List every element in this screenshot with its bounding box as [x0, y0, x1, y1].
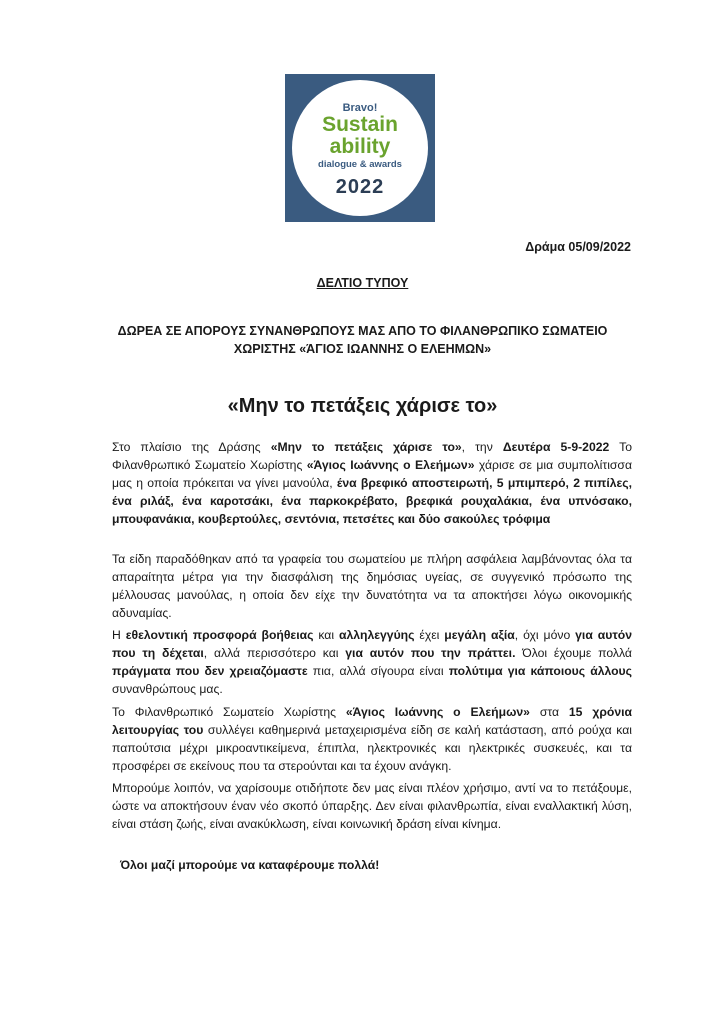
logo-year: 2022 [335, 176, 385, 198]
p3-text: Όλοι έχουμε πολλά [515, 646, 632, 660]
p1-bold: «Άγιος Ιωάννης ο Ελεήμων» [306, 458, 475, 472]
p3-text: συνανθρώπους μας. [112, 682, 223, 696]
p3-text: πια, αλλά σίγουρα είναι [307, 664, 449, 678]
p3-text: Η [112, 628, 126, 642]
p3-text: και [313, 628, 339, 642]
p3-bold: αλληλεγγύης [338, 628, 415, 642]
p3-bold: για αυτόν που τη δέχεται [112, 628, 632, 660]
p3-bold: για αυτόν που την πράττει. [345, 646, 516, 660]
headline-line-2: ΧΩΡΙΣΤΗΣ «ΆΓΙΟΣ ΙΩΑΝΝΗΣ Ο ΕΛΕΗΜΩΝ» [233, 342, 492, 356]
p4-bold: 15 χρόνια λειτουργίας του [112, 705, 632, 737]
paragraph-2: Τα είδη παραδόθηκαν από τα γραφεία του σωματείου με πλήρη ασφάλεια λαμβάνοντας όλα τα απαραίτητα μέτρα για την διασφάλιση της δημόσιας υγείας, σε συγγενικό πρόσωπο της μέλλουσας μανούλας, η οποία δεν είχε την δυνατότητα να τα αποκτήσει λόγω οικονομικής αδυναμίας. [112, 552, 632, 620]
paragraph-1 [112, 438, 632, 528]
closing-statement: Όλοι μαζί μπορούμε να καταφέρουμε πολλά! [120, 858, 380, 872]
logo-line2: ability [329, 135, 391, 158]
document-title: «Μην το πετάξεις χάρισε το» [227, 395, 498, 417]
p4-bold: «Άγιος Ιωάννης ο Ελεήμων» [345, 705, 530, 719]
press-release-label: ΔΕΛΤΙΟ ΤΥΠΟΥ [316, 276, 409, 290]
p4-text: στα [529, 705, 569, 719]
paragraph-3 [112, 626, 632, 698]
logo-text-sustain [292, 114, 428, 158]
paragraph-5: Μπορούμε λοιπόν, να χαρίσουμε οτιδήποτε δεν μας είναι πλέον χρήσιμο, αντί να το πετάξουμε, ώστε να αποκτήσουν έναν νέο σκοπό ύπαρξης. Δεν είναι φιλανθρωπία, είναι εναλλακτική λύση, είναι στάση ζωής, είναι ανακύκλωση, είναι κοινωνική δράση είναι κίνημα. [112, 781, 632, 831]
p1-text: Στο πλαίσιο της Δράσης [112, 440, 271, 454]
p3-text: , αλλά περισσότερο και [203, 646, 346, 660]
logo-line1: Sustain [322, 113, 398, 136]
document-headline [90, 322, 635, 358]
p4-text: Το Φιλανθρωπικό Σωματείο Χωρίστης [112, 705, 346, 719]
p3-bold: εθελοντική προσφορά βοήθειας [125, 628, 314, 642]
headline-line-1: ΔΩΡΕΑ ΣΕ ΑΠΟΡΟΥΣ ΣΥΝΑΝΘΡΩΠΟΥΣ ΜΑΣ ΑΠΟ ΤΟ ΦΙΛΑΝΘΡΩΠΙΚΟ ΣΩΜΑΤΕΙΟ [117, 324, 608, 338]
p1-text: Το Φιλανθρωπικό Σωματείο Χωρίστης [112, 440, 632, 472]
p3-bold: μεγάλη αξία [444, 628, 515, 642]
p3-bold: πολύτιμα για κάποιους άλλους [448, 664, 632, 678]
logo-brand: Bravo! [342, 102, 378, 114]
logo-subtitle: dialogue & awards [318, 159, 402, 170]
p3-text: , όχι μόνο [514, 628, 576, 642]
paragraph-4 [112, 703, 632, 775]
p1-bold: ένα βρεφικό αποστειρωτή, 5 μπιμπερό, 2 πιπίλες, ένα ριλάξ, ένα καροτσάκι, ένα παρκοκρέβατο, βρεφικά ρουχαλάκια, ένα υπνόσακο, μπουφανάκια, κουβερτούλες, σεντόνια, πετσέτες και δύο σακούλες τρόφιμα [112, 476, 632, 526]
p3-bold: πράγματα που δεν χρειαζόμαστε [112, 664, 308, 678]
p4-text: συλλέγει καθημερινά μεταχειρισμένα είδη σε καλή κατάσταση, από ρούχα και παπούτσια μέχρι μικροαντικείμενα, έπιπλα, ηλεκτρονικές και ηλεκτρικές συσκευές, και τα προσφέρει σε εκείνους που τα στερούνται και τα έχουν ανάγκη. [112, 723, 632, 773]
p1-text: χάρισε σε μια συμπολίτισσα μας η οποία πρόκειται να γίνει μανούλα, [112, 458, 632, 490]
sustainability-awards-logo [285, 74, 435, 222]
p3-text: έχει [414, 628, 445, 642]
p1-bold: Δευτέρα 5-9-2022 [502, 440, 610, 454]
p1-bold: «Μην το πετάξεις χάρισε το» [270, 440, 462, 454]
logo-circle [292, 80, 428, 216]
document-date: Δράμα 05/09/2022 [525, 240, 631, 254]
p1-text: , την [461, 440, 503, 454]
